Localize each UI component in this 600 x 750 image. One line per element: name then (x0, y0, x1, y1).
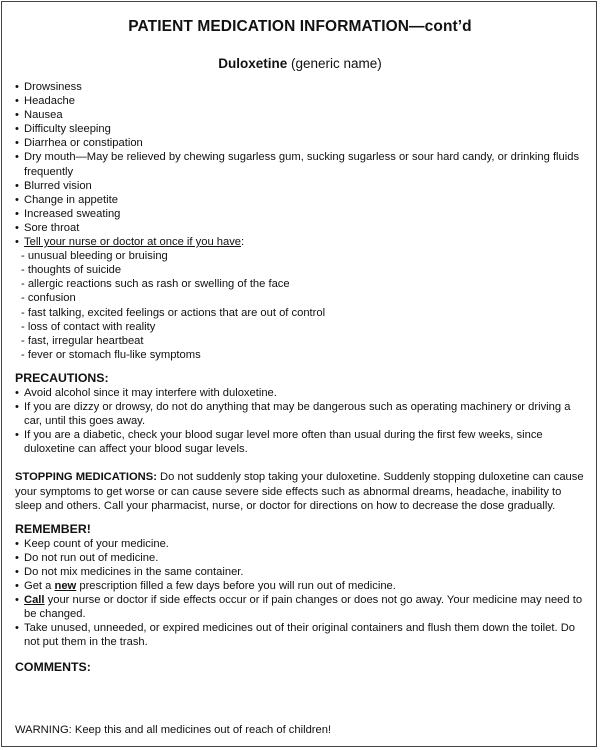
warning-sign-item: - fast, irregular heartbeat (21, 334, 144, 347)
precaution-item: • If you are a diabetic, check your blood sugar level more often than usual during the first few weeks, since duloxetine can affect your blood sugar levels. (15, 428, 587, 456)
side-effect-item: • Increased sweating (15, 207, 587, 221)
warning-footer: WARNING: Keep this and all medicines out of reach of children! (15, 724, 332, 736)
warning-sign-item: - confusion (21, 292, 76, 305)
side-effect-item: • Drowsiness (15, 80, 587, 94)
page-title: PATIENT MEDICATION INFORMATION—cont’d (128, 18, 472, 35)
remember-item (15, 593, 587, 621)
side-effect-item: • Diarrhea or constipation (15, 136, 587, 150)
drug-name-suffix: (generic name) (287, 56, 382, 71)
remember-item (15, 579, 587, 593)
remember-item: • Do not mix medicines in the same container. (15, 565, 587, 579)
warning-sign-item: - fever or stomach flu-like symptoms (21, 348, 201, 361)
comments-heading: COMMENTS: (15, 659, 91, 674)
remember-heading: REMEMBER! (15, 521, 91, 536)
side-effect-item: • Blurred vision (15, 179, 587, 193)
side-effect-item: • Change in appetite (15, 193, 587, 207)
warning-sign-item: - unusual bleeding or bruising (21, 250, 168, 263)
drug-name (0, 56, 600, 71)
remember-list (15, 537, 587, 650)
remember-item: • Take unused, unneeded, or expired medicines out of their original containers and flush them down the toilet. Do not put them in the trash. (15, 621, 587, 649)
precautions-list (15, 386, 587, 456)
tell-nurse-label: Tell your nurse or doctor at once if you have (24, 236, 242, 249)
remember-item-text: your nurse or doctor if side effects occur or if pain changes or does not go away. Your medicine may need to be changed. (24, 594, 583, 621)
side-effect-item: • Nausea (15, 108, 587, 122)
warning-sign-item: - thoughts of suicide (21, 264, 122, 277)
tell-nurse-item (15, 235, 587, 249)
side-effect-item: • Sore throat (15, 221, 587, 235)
warning-sign-item: - allergic reactions such as rash or swelling of the face (21, 278, 290, 291)
remember-item-text: prescription filled a few days before you will run out of medicine. (76, 580, 396, 593)
stopping-heading: STOPPING MEDICATIONS: (15, 471, 157, 484)
side-effect-item: • Headache (15, 94, 587, 108)
tell-nurse-colon: : (241, 236, 245, 249)
precaution-item: • Avoid alcohol since it may interfere with duloxetine. (15, 386, 587, 400)
side-effect-item: • Dry mouth—May be relieved by chewing sugarless gum, sucking sugarless or sour hard candy, or drinking fluids frequently (15, 150, 587, 178)
remember-item: • Do not run out of medicine. (15, 551, 587, 565)
stopping-medications-paragraph (15, 470, 587, 512)
precautions-heading: PRECAUTIONS: (15, 370, 109, 385)
remember-item-text: Get a (24, 580, 55, 593)
stopping-text: Do not suddenly stop taking your duloxetine. Suddenly stopping duloxetine can cause your symptoms to get worse or can cause severe side effects such as abnormal dreams, headache, inability to sleep and others. Call your pharmacist, nurse, or doctor for directions on how to decrease the dose gradually. (15, 471, 584, 512)
side-effects-list (15, 80, 587, 362)
side-effect-item: • Difficulty sleeping (15, 122, 587, 136)
drug-name-bold: Duloxetine (218, 56, 288, 71)
precaution-item: • If you are dizzy or drowsy, do not do anything that may be dangerous such as operating machinery or driving a car, until this goes away. (15, 400, 587, 428)
remember-item-emphasis: Call (24, 594, 45, 607)
warning-sign-item: - fast talking, excited feelings or actions that are out of control (21, 306, 326, 319)
remember-item-emphasis: new (54, 580, 77, 593)
document-body (15, 80, 587, 674)
warning-sign-item: - loss of contact with reality (21, 320, 156, 333)
remember-item: • Keep count of your medicine. (15, 537, 587, 551)
